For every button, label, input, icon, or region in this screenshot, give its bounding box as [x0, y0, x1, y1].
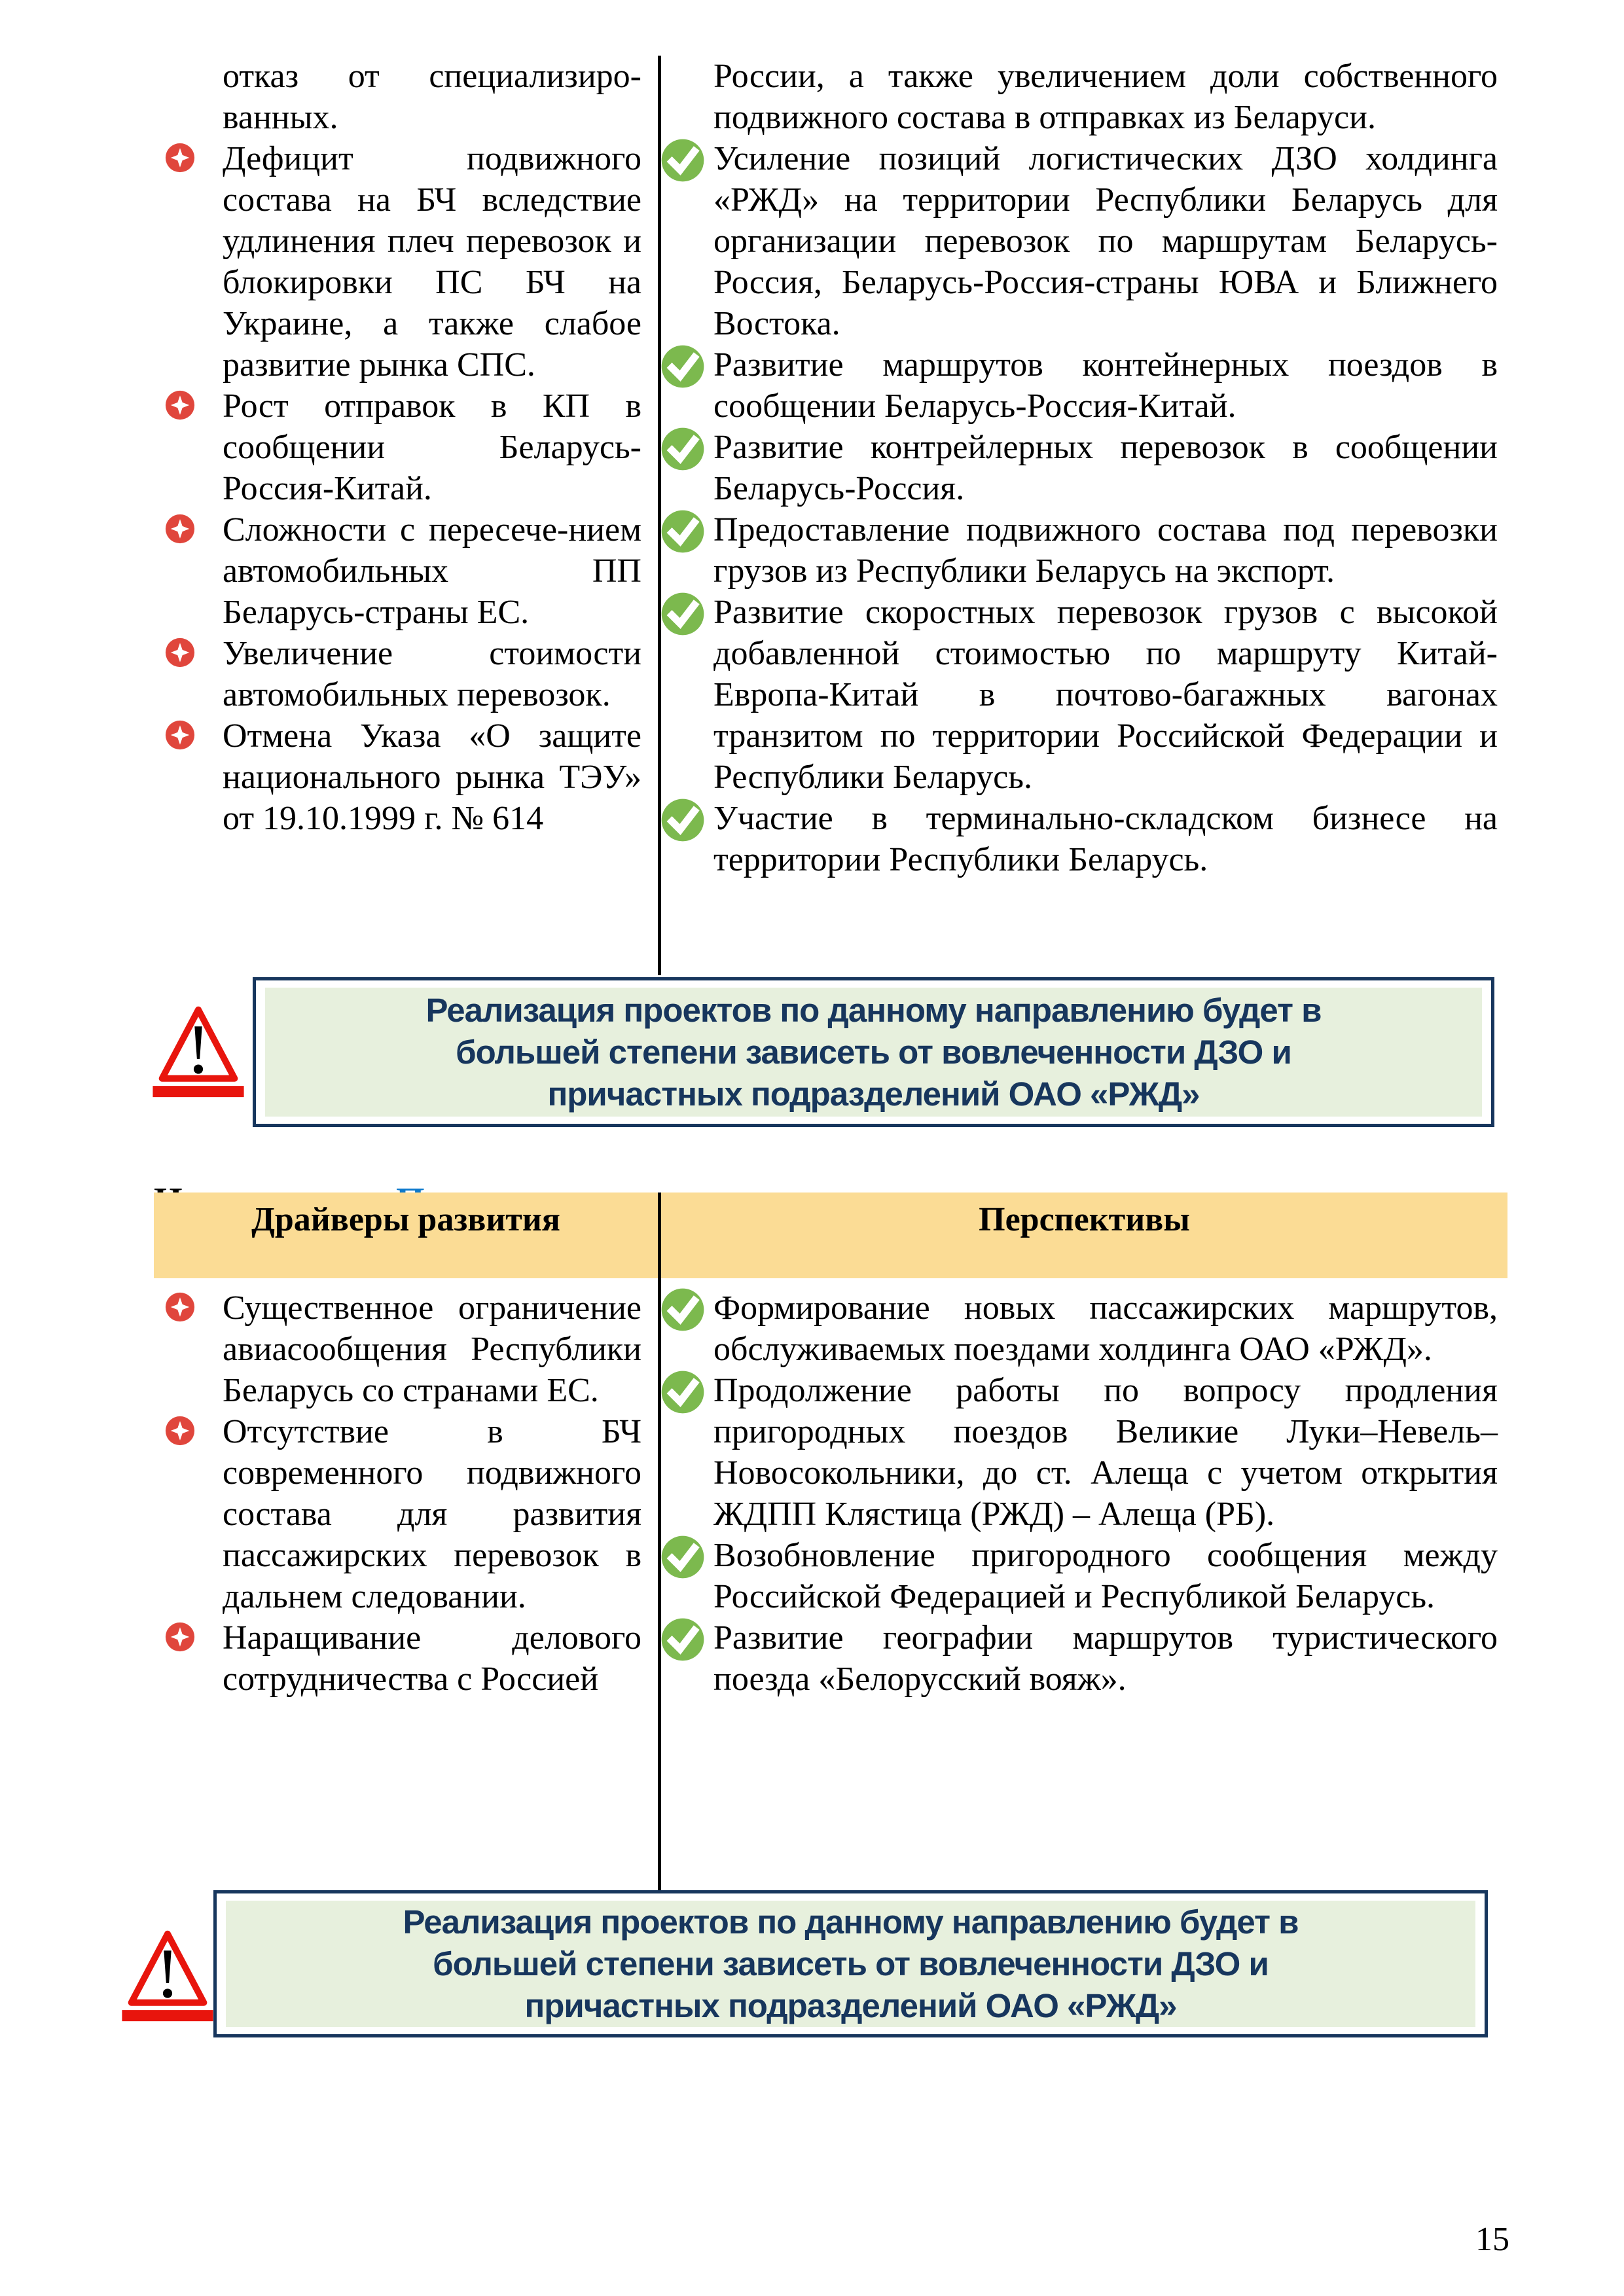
check-circle-icon — [661, 1371, 704, 1414]
driver-item-text: Отсутствие в БЧ современного подвижного состава для развития пассажирских перевозок в дальнем следовании. — [223, 1413, 641, 1615]
column-header-prospects: Перспективы — [658, 1193, 1507, 1278]
driver-item — [223, 633, 641, 715]
driver-item-text: Увеличение стоимости автомобильных перевозок. — [223, 635, 641, 713]
warning-note-line: большей степени зависеть от вовлеченности ДЗО и — [433, 1945, 1269, 1982]
prospect-item — [713, 592, 1498, 798]
warning-note-line: Реализация проектов по данному направлению будет в — [425, 991, 1322, 1029]
prospect-item-text: Развитие географии маршрутов туристического поезда «Белорусский вояж». — [713, 1619, 1498, 1698]
star-circle-icon — [165, 1416, 195, 1446]
prospect-item — [713, 344, 1498, 427]
driver-item-text: Отмена Указа «О защите национального рынка ТЭУ» от 19.10.1999 г. № 614 — [223, 717, 641, 837]
driver-item — [223, 715, 641, 839]
passenger-table-header — [154, 1193, 1507, 1278]
check-circle-icon — [661, 1288, 704, 1331]
warning-note-line: большей степени зависеть от вовлеченности ДЗО и — [456, 1033, 1291, 1071]
star-circle-icon — [165, 1292, 195, 1322]
prospect-item — [713, 798, 1498, 880]
driver-item — [223, 509, 641, 633]
warning-note-freight — [253, 977, 1494, 1127]
driver-item — [223, 1287, 641, 1411]
prospect-item-text: Развитие маршрутов контейнерных поездов в сообщении Беларусь-Россия-Китай. — [713, 346, 1498, 425]
prospect-item — [713, 1370, 1498, 1535]
prospect-item-text: Формирование новых пассажирских маршрутов, обслуживаемых поездами холдинга ОАО «РЖД». — [713, 1289, 1498, 1368]
prospect-item — [713, 509, 1498, 592]
prospect-item-continuation: России, а также увеличением доли собственного подвижного состава в отправках из Беларуси. — [713, 58, 1498, 136]
prospect-item-text: Возобновление пригородного сообщения между Российской Федерацией и Республикой Беларусь. — [713, 1537, 1498, 1615]
freight-drivers-column — [154, 56, 658, 975]
star-circle-icon — [165, 143, 195, 173]
driver-item-text: Существенное ограничение авиасообщения Республики Беларусь со странами ЕС. — [223, 1289, 641, 1409]
prospect-item — [713, 427, 1498, 509]
prospect-item — [713, 1287, 1498, 1370]
warning-note-line: Реализация проектов по данному направлению будет в — [403, 1903, 1299, 1941]
check-circle-icon — [661, 798, 704, 842]
driver-item — [223, 1411, 641, 1617]
star-circle-icon — [165, 1622, 195, 1652]
driver-item-text: Сложности с пересече-нием автомобильных ПП Беларусь-страны ЕС. — [223, 511, 641, 631]
warning-note-panel — [265, 988, 1482, 1117]
warning-note-line: причастных подразделений ОАО «РЖД» — [547, 1075, 1200, 1113]
check-circle-icon — [661, 427, 704, 471]
star-circle-icon — [165, 514, 195, 544]
prospect-item — [713, 1535, 1498, 1617]
star-circle-icon — [165, 390, 195, 420]
exclamation-triangle-icon — [152, 1003, 245, 1102]
exclamation-triangle-icon — [121, 1927, 214, 2026]
check-circle-icon — [661, 345, 704, 388]
warning-note-passenger — [213, 1890, 1488, 2037]
warning-note-line: причастных подразделений ОАО «РЖД» — [524, 1986, 1177, 2024]
star-circle-icon — [165, 637, 195, 668]
prospect-item-text: Усиление позиций логистических ДЗО холдинга «РЖД» на территории Республики Беларусь для организации перевозок по маршрутам Беларусь- Россия, Беларусь-Россия-страны ЮВА и Ближнего Востока. — [713, 140, 1498, 342]
passenger-drivers-column — [154, 1278, 658, 1890]
column-header-drivers: Драйверы развития — [251, 1201, 560, 1238]
passenger-table-body — [154, 1278, 1507, 1890]
prospect-item-text: Предоставление подвижного состава под перевозки грузов из Республики Беларусь на экспорт. — [713, 511, 1498, 590]
driver-item-text: Рост отправок в КП в сообщении Беларусь-Россия-Китай. — [223, 387, 641, 507]
driver-item-text: Дефицит подвижного состава на БЧ вследствие удлинения плеч перевозок и блокировки ПС БЧ на Украине, а также слабое развитие рынка СПС. — [223, 140, 641, 384]
prospect-item — [713, 1617, 1498, 1700]
prospect-item-text: Участие в терминально-складском бизнесе на территории Республики Беларусь. — [713, 800, 1498, 878]
check-circle-icon — [661, 1618, 704, 1661]
passenger-table — [154, 1193, 1507, 1890]
warning-note-panel — [226, 1901, 1475, 2027]
driver-item-continuation: отказ от специализиро-ванных. — [223, 58, 641, 136]
check-circle-icon — [661, 1535, 704, 1579]
driver-item — [223, 1617, 641, 1700]
prospect-item — [713, 138, 1498, 344]
prospect-item-text: Развитие контрейлерных перевозок в сообщении Беларусь-Россия. — [713, 429, 1498, 507]
star-circle-icon — [165, 720, 195, 750]
check-circle-icon — [661, 510, 704, 553]
driver-item-text: Наращивание делового сотрудничества с Россией — [223, 1619, 641, 1698]
check-circle-icon — [661, 139, 704, 182]
page-number: 15 — [1475, 2221, 1509, 2258]
prospect-item-text: Развитие скоростных перевозок грузов с высокой добавленной стоимостью по маршруту Китай-Европа-Китай в почтово-багажных вагонах транзитом по территории Российской Федерации и Республики Беларусь. — [713, 594, 1498, 796]
passenger-prospects-column — [658, 1278, 1507, 1890]
prospect-item-text: Продолжение работы по вопросу продления пригородных поездов Великие Луки–Невель–Новосокольники, до ст. Алеща с учетом открытия ЖДПП Клястица (РЖД) – Алеща (РБ). — [713, 1372, 1498, 1533]
freight-table-continuation — [154, 56, 1507, 975]
driver-item — [223, 386, 641, 509]
freight-prospects-column — [658, 56, 1507, 975]
check-circle-icon — [661, 592, 704, 636]
driver-item — [223, 138, 641, 386]
